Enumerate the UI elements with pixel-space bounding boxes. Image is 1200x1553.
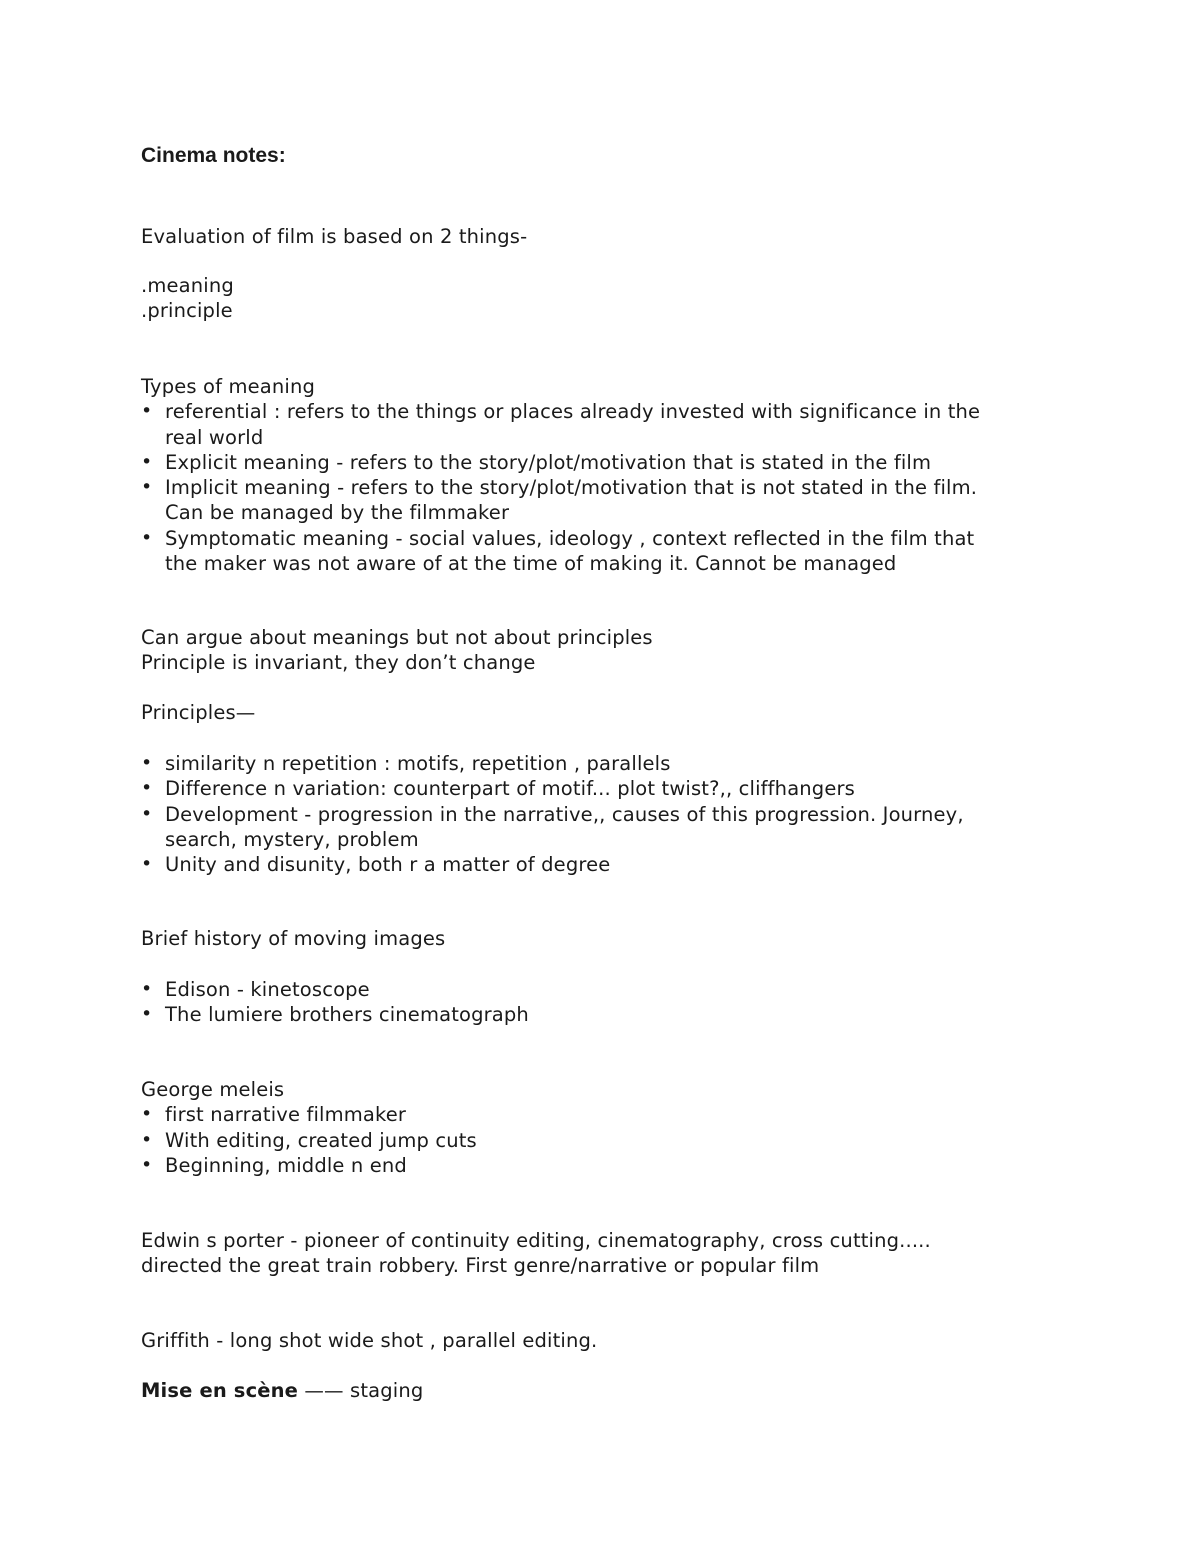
bullet-icon: •: [141, 978, 153, 1000]
mise-en-scene-line: [141, 1378, 1061, 1403]
mise-en-scene-section: [141, 1378, 1061, 1403]
list-item: [141, 776, 1061, 801]
paragraph-line: Can argue about meanings but not about principles: [141, 626, 653, 649]
list-item-text: With editing, created jump cuts: [165, 1128, 477, 1152]
evaluation-intro: Evaluation of film is based on 2 things-: [141, 225, 528, 248]
list-item-text: Difference n variation: counterpart of motif... plot twist?,, cliffhangers: [165, 777, 855, 801]
bullet-icon: •: [141, 450, 153, 473]
paragraph-line: Edwin s porter - pioneer of continuity editing, cinematography, cross cutting.....: [141, 1229, 931, 1252]
bullet-list: [141, 977, 1061, 1028]
list-item: [141, 475, 1061, 526]
list-item-text: Symptomatic meaning - social values, ideology , context reflected in the film that: [165, 526, 975, 550]
bullet-icon: •: [141, 476, 153, 499]
list-item: [141, 399, 1061, 450]
section-heading: Principles—: [141, 701, 256, 724]
paragraph-line: Griffith - long shot wide shot , parallel editing.: [141, 1329, 598, 1352]
list-item: [141, 1153, 1061, 1178]
list-item: [141, 852, 1061, 877]
argue-section: [141, 625, 1061, 676]
list-item-text: Can be managed by the filmmaker: [165, 501, 510, 525]
list-item-text: the maker was not aware of at the time of making it. Cannot be managed: [165, 552, 897, 576]
list-item-text: The lumiere brothers cinematograph: [165, 1003, 529, 1027]
list-item-text: Implicit meaning - refers to the story/plot/motivation that is not stated in the film.: [165, 476, 978, 500]
section-heading: Brief history of moving images: [141, 927, 446, 950]
bullet-icon: •: [141, 1128, 153, 1151]
list-item: [141, 1102, 1061, 1127]
evaluation-item: .meaning: [141, 274, 234, 297]
list-item-text: referential : refers to the things or places already invested with significance in the: [165, 400, 981, 424]
types-of-meaning-section: [141, 374, 1061, 576]
principles-heading-block: [141, 700, 1061, 725]
list-item: [141, 1128, 1061, 1153]
bullet-list: [141, 399, 1061, 576]
bullet-list: [141, 1102, 1061, 1178]
mise-en-scene-definition: —— staging: [298, 1379, 424, 1402]
bullet-icon: •: [141, 802, 153, 825]
bullet-icon: •: [141, 853, 153, 876]
list-item: [141, 450, 1061, 475]
list-item-text: real world: [165, 425, 264, 449]
history-section: [141, 977, 1061, 1028]
bullet-icon: •: [141, 1153, 153, 1176]
section-heading: Types of meaning: [141, 375, 315, 398]
bullet-list: [141, 751, 1061, 877]
paragraph-line: directed the great train robbery. First genre/narrative or popular film: [141, 1254, 820, 1278]
list-item: [141, 1002, 1061, 1027]
document-title: Cinema notes:: [141, 144, 286, 167]
bullet-icon: •: [141, 752, 153, 774]
paragraph-line: Principle is invariant, they don’t change: [141, 651, 536, 675]
list-item-text: Beginning, middle n end: [165, 1153, 407, 1177]
bullet-icon: •: [141, 1103, 153, 1126]
evaluation-item: .principle: [141, 299, 233, 323]
evaluation-list: [141, 273, 1061, 324]
list-item-text: Unity and disunity, both r a matter of degree: [165, 853, 611, 877]
bullet-icon: •: [141, 400, 153, 423]
list-item: [141, 751, 1061, 776]
list-item-text: Explicit meaning - refers to the story/plot/motivation that is stated in the film: [165, 450, 932, 474]
bullet-icon: •: [141, 526, 153, 549]
bullet-icon: •: [141, 1003, 153, 1026]
list-item-text: similarity n repetition : motifs, repetition , parallels: [165, 752, 671, 775]
bullet-icon: •: [141, 777, 153, 800]
list-item: [141, 802, 1061, 853]
history-heading-block: [141, 926, 1061, 951]
section-heading: George meleis: [141, 1078, 285, 1101]
list-item: [141, 526, 1061, 577]
list-item: [141, 977, 1061, 1002]
mise-en-scene-term: Mise en scène: [141, 1379, 299, 1402]
griffith-section: [141, 1328, 1061, 1353]
list-item-text: Development - progression in the narrative,, causes of this progression. Journey,: [165, 802, 964, 826]
list-item-text: Edison - kinetoscope: [165, 978, 370, 1001]
porter-section: [141, 1228, 1061, 1279]
evaluation-section: [141, 224, 1061, 249]
list-item-text: first narrative filmmaker: [165, 1103, 407, 1127]
meleis-section: [141, 1077, 1061, 1178]
principles-section: [141, 751, 1061, 877]
list-item-text: search, mystery, problem: [165, 827, 419, 851]
